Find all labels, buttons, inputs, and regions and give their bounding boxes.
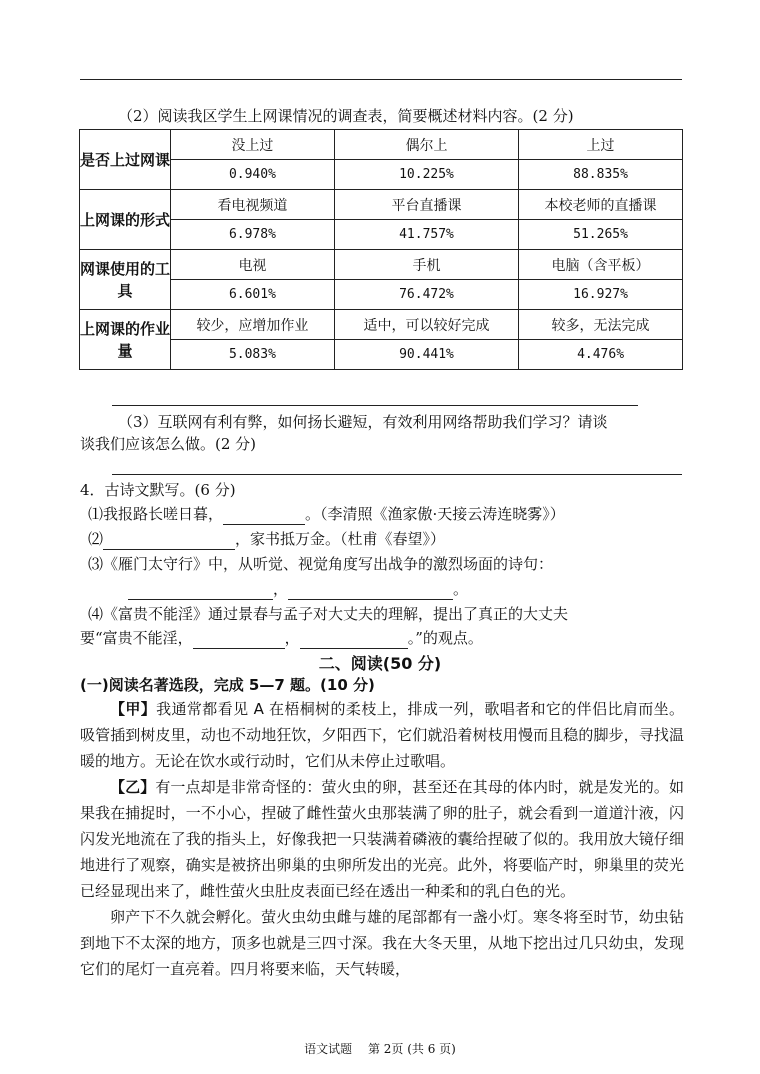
question-4-item-4-line1: ⑷《富贵不能淫》通过景春与孟子对大丈夫的理解，提出了真正的大丈夫	[88, 605, 569, 623]
blank-item4b[interactable]	[300, 630, 408, 649]
passage-yi-text: 有一点却是非常奇怪的：萤火虫的卵，甚至还在其母的体内时，就是发光的。如果我在捕捉时，一不小心，捏破了雌性萤火虫那装满了卵的肚子，就会看到一道道汁液，闪闪发光地流在了我的指头上，好像我把一只装满着磷液的囊给捏破了似的。我用放大镜仔细地进行了观察，确实是被挤出卵巢的虫卵所发出的光亮。此外，将要临产时，卵巢里的荧光已经显现出来了，雌性萤火虫肚皮表面已经在透出一种柔和的乳白色的光。	[80, 778, 684, 900]
question-4-item-3: ⑶《雁门太守行》中，从听觉、视觉角度写出战争的激烈场面的诗句：	[88, 555, 554, 573]
table-row	[80, 190, 683, 220]
question-4-item-3-blanks	[128, 578, 468, 600]
percentage-cell: 6.978%	[171, 220, 335, 250]
option-label: 手机	[334, 250, 518, 280]
question-4-title: 4．古诗文默写。(6 分)	[80, 481, 236, 499]
passage-jia	[80, 696, 684, 774]
option-label: 较少，应增加作业	[171, 310, 335, 340]
item2-prefix: ⑵	[88, 530, 104, 548]
section-title: 二、阅读(50 分)	[318, 654, 442, 673]
question-4-item-2	[88, 528, 445, 550]
option-label: 偶尔上	[334, 130, 518, 160]
item4-end: 。”的观点。	[407, 629, 483, 647]
option-label: 适中，可以较好完成	[334, 310, 518, 340]
percentage-cell: 6.601%	[171, 280, 335, 310]
item3-sep: ，	[273, 580, 289, 598]
row-header: 是否上过网课	[80, 130, 171, 190]
blank-item3b[interactable]	[288, 581, 453, 600]
option-label: 本校老师的直播课	[519, 190, 683, 220]
passage-yi-label: 【乙】	[110, 778, 156, 796]
passage-yi	[80, 774, 684, 904]
percentage-cell: 88.835%	[519, 160, 683, 190]
option-label: 电脑（含平板）	[519, 250, 683, 280]
option-label: 没上过	[171, 130, 335, 160]
top-rule	[80, 79, 682, 80]
row-header: 上网课的作业量	[80, 310, 171, 370]
item3-end: 。	[453, 580, 469, 598]
percentage-cell: 0.940%	[171, 160, 335, 190]
option-label: 电视	[171, 250, 335, 280]
percentage-cell: 5.083%	[171, 340, 335, 370]
percentage-cell: 10.225%	[334, 160, 518, 190]
passage-jia-text: 我通常都看见 A 在梧桐树的柔枝上，排成一列，歌唱者和它的伴侣比肩而坐。吸管插到树皮里，动也不动地狂饮，夕阳西下，它们就沿着树枝用慢而且稳的脚步，寻找温暖的地方。无论在饮水或行动时，它们从未停止过歌唱。	[80, 700, 684, 770]
option-label: 较多，无法完成	[519, 310, 683, 340]
blank-item1[interactable]	[223, 506, 305, 525]
question-4-item-4-line2	[80, 627, 483, 649]
question-4-item-1	[88, 503, 565, 525]
item4-prefix: 要“富贵不能淫，	[80, 629, 193, 647]
subsection-title: (一)阅读名著选段，完成 5—7 题。(10 分)	[80, 676, 375, 694]
item1-suffix: 。（李清照《渔家傲·天接云涛连晓雾》）	[305, 505, 565, 523]
percentage-cell: 51.265%	[519, 220, 683, 250]
percentage-cell: 41.757%	[334, 220, 518, 250]
blank-item4a[interactable]	[193, 630, 285, 649]
passage-jia-label: 【甲】	[110, 700, 157, 718]
passage-paragraph-3: 卵产下不久就会孵化。萤火虫幼虫雌与雄的尾部都有一盏小灯。寒冬将至时节，幼虫钻到地下不太深的地方，顶多也就是三四寸深。我在大冬天里，从地下挖出过几只幼虫，发现它们的尾灯一直亮着。四月将要来临，天气转暖，	[80, 908, 684, 978]
option-label: 平台直播课	[334, 190, 518, 220]
page-footer: 语文试题 第 2页 (共 6 页)	[304, 1042, 456, 1056]
item1-prefix: ⑴我报路长嗟日暮，	[88, 505, 224, 523]
item4-sep: ，	[284, 629, 300, 647]
option-label: 上过	[519, 130, 683, 160]
question-2-prompt: （2）阅读我区学生上网课情况的调查表，简要概述材料内容。(2 分)	[118, 107, 574, 125]
answer-line-q2	[112, 405, 638, 406]
option-label: 看电视频道	[171, 190, 335, 220]
row-header: 网课使用的工具	[80, 250, 171, 310]
question-3-line2: 谈我们应该怎么做。(2 分)	[80, 435, 257, 453]
answer-line-q3	[112, 474, 682, 475]
table-row	[80, 340, 683, 370]
blank-item2[interactable]	[103, 531, 235, 550]
row-header: 上网课的形式	[80, 190, 171, 250]
percentage-cell: 16.927%	[519, 280, 683, 310]
table-row	[80, 310, 683, 340]
survey-table	[79, 129, 683, 370]
item2-suffix: ，家书抵万金。（杜甫《春望》）	[235, 530, 446, 548]
table-row	[80, 130, 683, 160]
percentage-cell: 4.476%	[519, 340, 683, 370]
percentage-cell: 76.472%	[334, 280, 518, 310]
table-row	[80, 280, 683, 310]
question-3-line1: （3）互联网有利有弊，如何扬长避短，有效利用网络帮助我们学习？请谈	[118, 413, 608, 431]
blank-item3a[interactable]	[128, 581, 273, 600]
table-row	[80, 250, 683, 280]
percentage-cell: 90.441%	[334, 340, 518, 370]
